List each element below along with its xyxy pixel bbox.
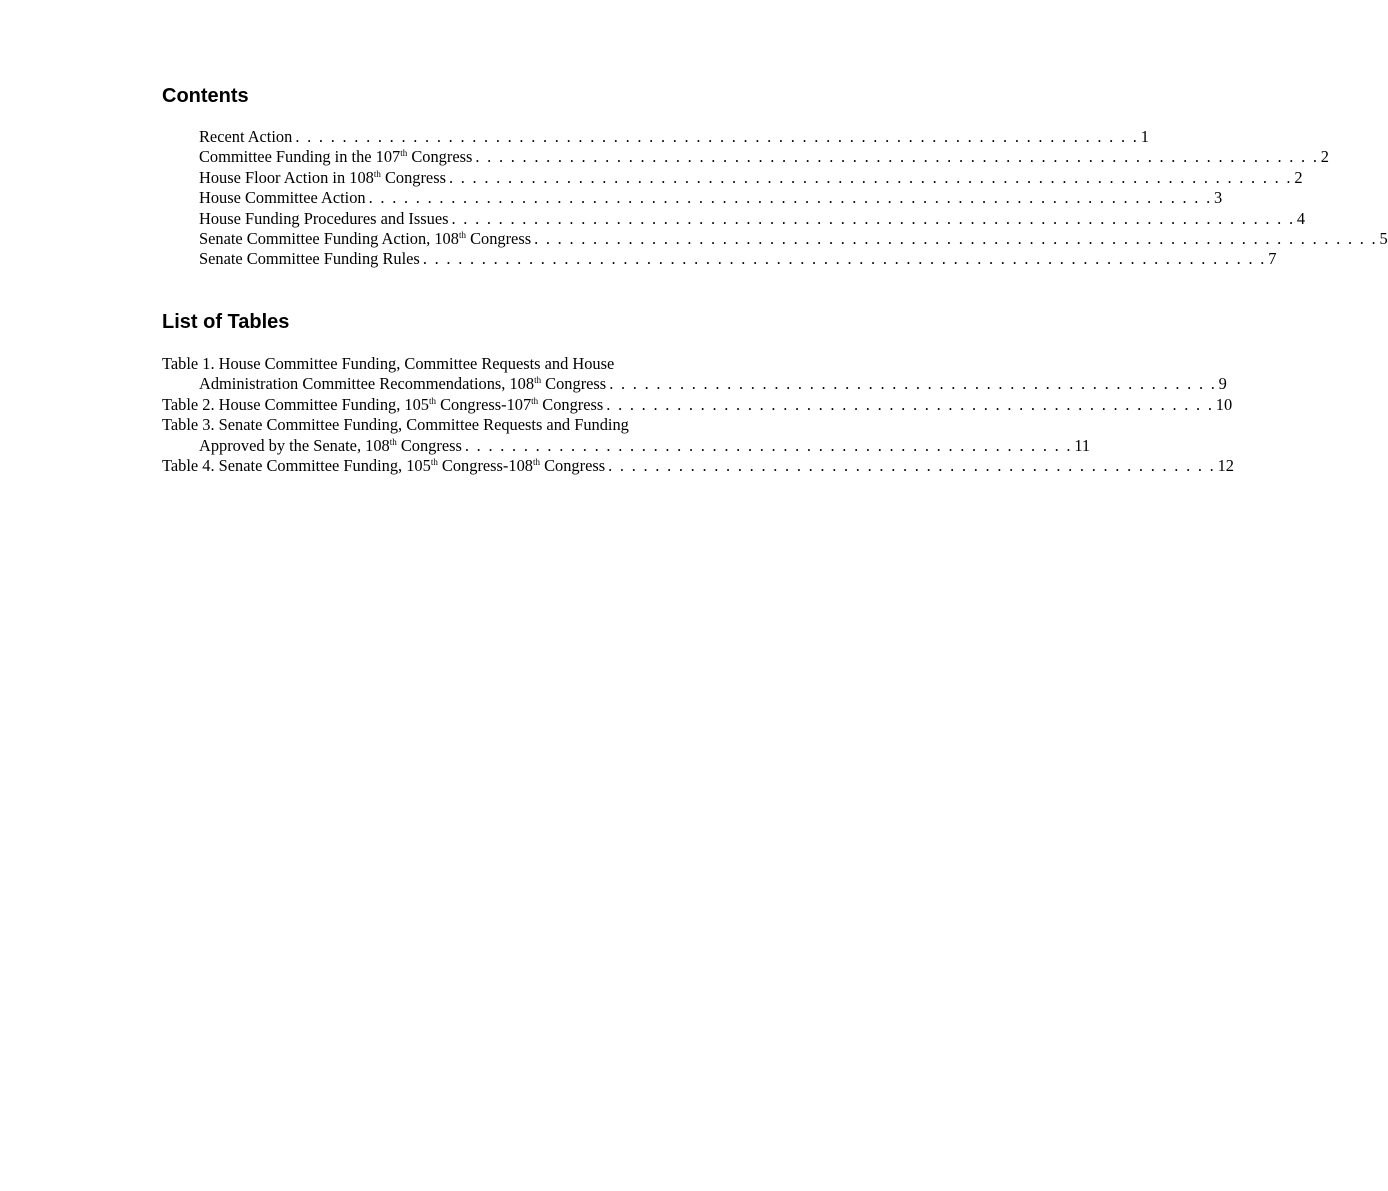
contents-entry[interactable] [162, 188, 1223, 208]
entry-title: Table 4. Senate Committee Funding, 105th Congress-108th Congress [162, 455, 606, 475]
entry-title: Table 1. House Committee Funding, Committee Requests and House [162, 354, 615, 373]
page-number: 11 [1074, 435, 1091, 455]
entry-title: Administration Committee Recommendations, 108th Congress [199, 374, 607, 394]
dot-leader: . . . . . . . . . . . . . . . . . . . . . . . . . . . . . . . . . . . . . . . . . . . . . . . . . . . . [608, 455, 1216, 475]
contents-entry[interactable] [162, 147, 1329, 167]
entry-title: Approved by the Senate, 108th Congress [199, 435, 462, 455]
dot-leader: . . . . . . . . . . . . . . . . . . . . . . . . . . . . . . . . . . . . . . . . . . . . . . . . . . . . . . . . . . . . . . . . . . . . . . . . [534, 228, 1378, 248]
list-of-tables [162, 354, 1234, 476]
page-number: 5 [1379, 228, 1388, 248]
page-number: 2 [1320, 147, 1329, 167]
table-entry[interactable] [162, 435, 1091, 456]
page-number: 1 [1140, 127, 1149, 146]
dot-leader: . . . . . . . . . . . . . . . . . . . . . . . . . . . . . . . . . . . . . . . . . . . . . . . . . . . . . . . . . . . . . . . . . . . . . . . . [475, 147, 1319, 167]
entry-title: Senate Committee Funding Action, 108th Congress [199, 228, 532, 248]
page-number: 10 [1215, 394, 1233, 414]
entry-title: Senate Committee Funding Rules [199, 249, 420, 269]
dot-leader: . . . . . . . . . . . . . . . . . . . . . . . . . . . . . . . . . . . . . . . . . . . . . . . . . . . . . . . . . . . . . . . . . . . . . . . . [368, 188, 1212, 208]
table-entry-first-line[interactable] [162, 354, 758, 374]
dot-leader: . . . . . . . . . . . . . . . . . . . . . . . . . . . . . . . . . . . . . . . . . . . . . . . . . . . . . . . . . . . . . . . . . . . . . . . . [422, 249, 1267, 269]
contents-entry[interactable] [162, 228, 1388, 249]
table-entry-first-line[interactable] [162, 415, 758, 435]
dot-leader: . . . . . . . . . . . . . . . . . . . . . . . . . . . . . . . . . . . . . . . . . . . . . . . . . . . . . . . . . . . . . . . . . . . . . . . . [451, 208, 1295, 228]
list-of-tables-heading: List of Tables [162, 311, 290, 333]
entry-title: Table 2. House Committee Funding, 105th Congress-107th Congress [162, 394, 604, 414]
dot-leader: . . . . . . . . . . . . . . . . . . . . . . . . . . . . . . . . . . . . . . . . . . . . . . . . . . . . . . . . . . . . . . . . . . . . . . . . [448, 167, 1293, 187]
entry-title: Table 3. Senate Committee Funding, Committee Requests and Funding [162, 415, 629, 435]
page-number: 12 [1217, 455, 1234, 475]
contents-entry[interactable] [162, 249, 1277, 269]
page-number: 4 [1296, 208, 1306, 228]
dot-leader: . . . . . . . . . . . . . . . . . . . . . . . . . . . . . . . . . . . . . . . . . . . . . . . . . . . . [606, 394, 1214, 414]
table-entry[interactable] [162, 394, 1233, 415]
entry-title: Recent Action [199, 127, 293, 146]
table-entry[interactable] [162, 374, 1227, 394]
page-number: 9 [1218, 374, 1227, 394]
dot-leader: . . . . . . . . . . . . . . . . . . . . . . . . . . . . . . . . . . . . . . . . . . . . . . . . . . . . [464, 435, 1073, 455]
dot-leader: . . . . . . . . . . . . . . . . . . . . . . . . . . . . . . . . . . . . . . . . . . . . . . . . . . . . . . . . . . . . . . . . . . . . . . . . [295, 127, 1139, 146]
table-entry[interactable] [162, 455, 1234, 476]
page-number: 3 [1214, 188, 1223, 208]
contents-entry[interactable] [162, 127, 1149, 147]
contents-heading: Contents [162, 85, 249, 107]
contents-entry[interactable] [162, 167, 1303, 188]
page-number: 7 [1268, 249, 1277, 269]
dot-leader: . . . . . . . . . . . . . . . . . . . . . . . . . . . . . . . . . . . . . . . . . . . . . . . . . . . . [609, 374, 1217, 394]
entry-title: House Committee Action [199, 188, 366, 208]
page-number: 2 [1294, 167, 1303, 187]
entry-title: House Funding Procedures and Issues [199, 208, 449, 228]
entry-title: House Floor Action in 108th Congress [199, 167, 446, 187]
entry-title: Committee Funding in the 107th Congress [199, 147, 473, 167]
contents-list [162, 127, 1388, 270]
contents-entry[interactable] [162, 208, 1306, 229]
